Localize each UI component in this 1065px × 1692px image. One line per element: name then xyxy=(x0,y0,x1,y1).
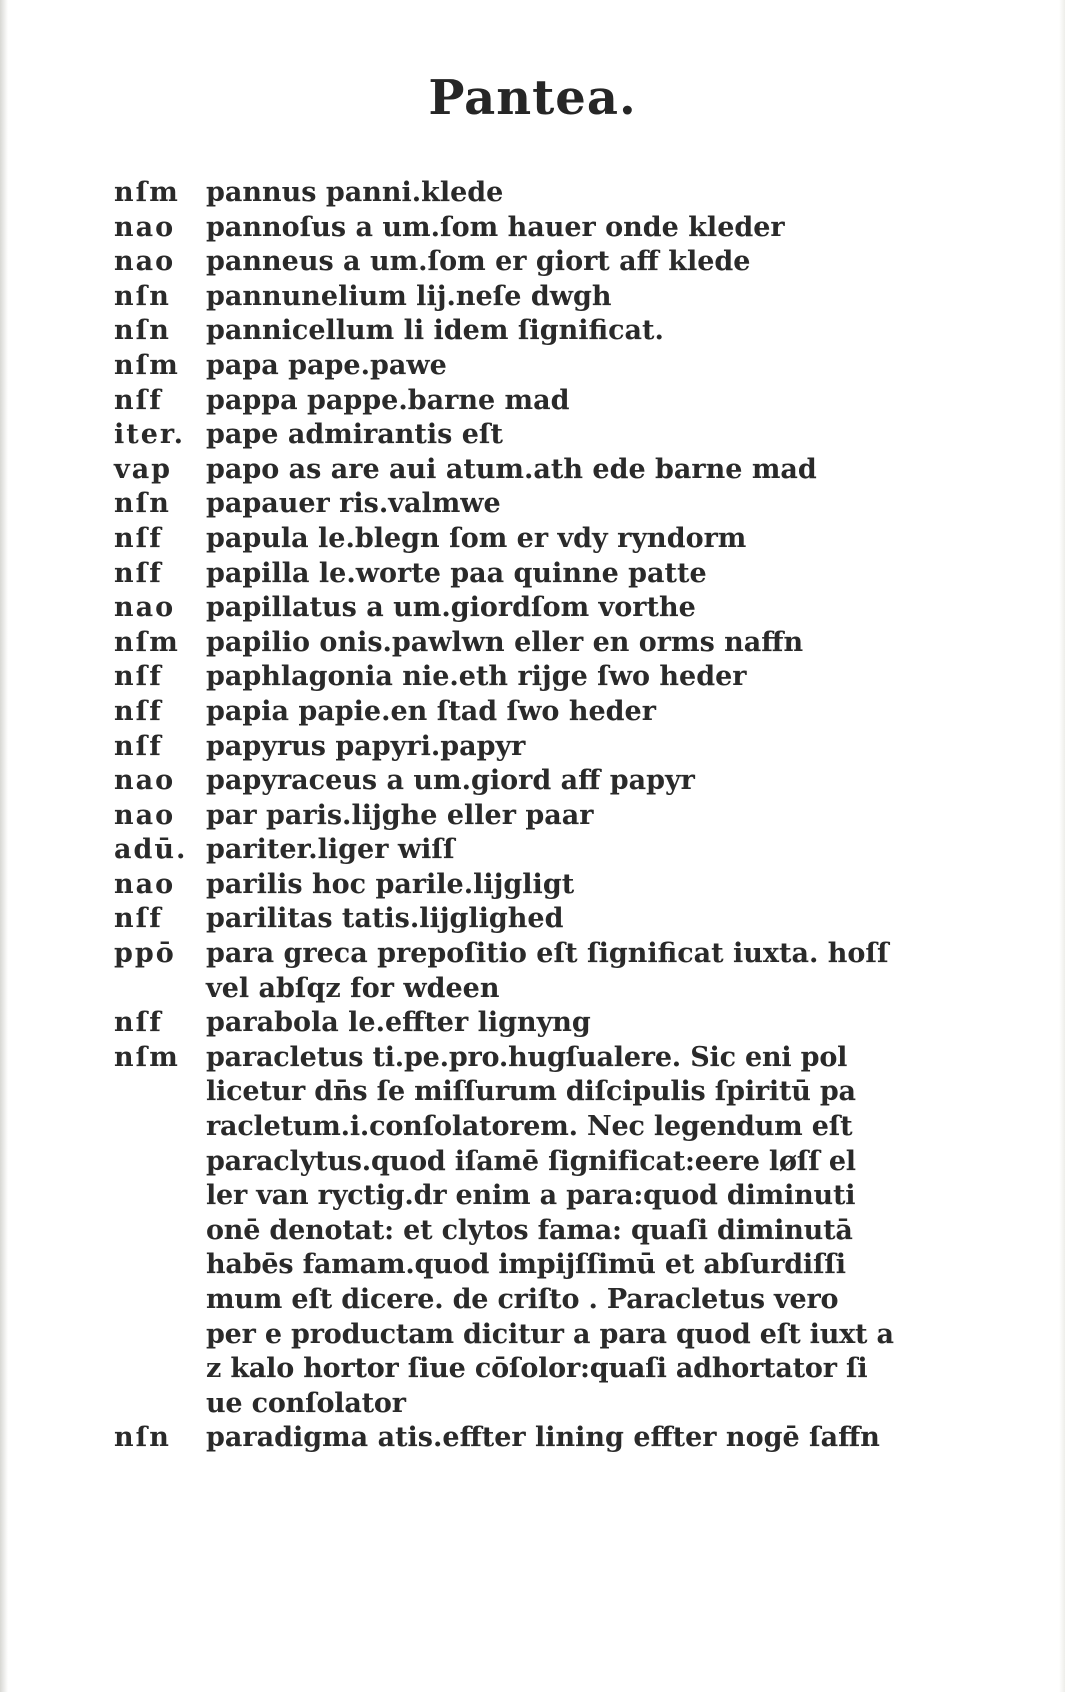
entry-definition-line: ler van ryctig.dr enim a para:quod diminuti xyxy=(206,1180,856,1212)
dictionary-entry xyxy=(114,937,914,1006)
entry-grammar-tag: iter. xyxy=(114,419,186,451)
entry-definition-line: parilis hoc parile.lijgligt xyxy=(206,868,575,900)
entry-definition-line: papilio onis.pawlwn eller en orms naffn xyxy=(206,626,804,658)
dictionary-entry xyxy=(114,453,914,488)
entry-grammar-tag: nſm xyxy=(114,1041,180,1073)
entry-grammar-tag: nſm xyxy=(114,349,180,381)
entry-definition-line: paracletus ti.pe.pro.hugſualere. Sic eni pol xyxy=(206,1041,848,1073)
entry-definition xyxy=(206,176,914,211)
entry-definition-line: z kalo hortor ſiue cōſolor:quaſi adhortator ſi xyxy=(206,1353,868,1385)
entry-definition xyxy=(206,902,914,937)
entry-definition-line: mum eſt dicere. de criſto . Paracletus vero xyxy=(206,1284,839,1315)
entry-grammar-tag: adū. xyxy=(114,834,188,866)
entry-definition-line: parabola le.effter lignyng xyxy=(206,1007,591,1039)
entry-definition-line: paraclytus.quod iſamē ſignificat:eere løſſ el xyxy=(206,1145,856,1177)
entry-grammar-tag: nao xyxy=(114,868,176,900)
entry-grammar-tag: vap xyxy=(114,453,173,485)
entry-definition-line: papilla le.worte paa quinne patte xyxy=(206,557,707,589)
entry-list xyxy=(114,176,914,1456)
dictionary-entry xyxy=(114,211,914,246)
dictionary-entry xyxy=(114,1006,914,1041)
entry-definition-line: panneus a um.ſom er giort aff klede xyxy=(206,246,751,278)
entry-definition xyxy=(206,799,914,834)
entry-grammar-tag: nſf xyxy=(114,730,163,762)
entry-definition xyxy=(206,314,914,349)
entry-definition-line: habēs famam.quod impijſſimū et abſurdiſſi xyxy=(206,1249,846,1281)
entry-definition-line: pape admirantis eſt xyxy=(206,419,503,451)
entry-definition-line: pannunelium lij.neſe dwgh xyxy=(206,280,612,312)
entry-grammar-tag: nao xyxy=(114,799,176,831)
entry-grammar-tag: nſm xyxy=(114,177,180,208)
entry-definition xyxy=(206,487,914,522)
entry-definition xyxy=(206,557,914,592)
dictionary-entry xyxy=(114,764,914,799)
entry-definition xyxy=(206,349,914,384)
entry-definition xyxy=(206,522,914,557)
dictionary-entry xyxy=(114,1421,914,1456)
entry-definition-line: par paris.lijghe eller paar xyxy=(206,799,594,831)
entry-grammar-tag: nſf xyxy=(114,384,163,416)
entry-definition-line: papillatus a um.giordſom vorthe xyxy=(206,592,696,624)
dictionary-entry xyxy=(114,1041,914,1422)
entry-definition xyxy=(206,418,914,453)
entry-definition-line: pannoſus a um.ſom hauer onde kleder xyxy=(206,211,785,243)
dictionary-entry xyxy=(114,902,914,937)
entry-grammar-tag: nſf xyxy=(114,695,163,727)
entry-definition-line: para greca prepoſitio eſt ſignificat iuxta. hoſſ xyxy=(206,938,889,970)
entry-definition-line: papyraceus a um.giord aff papyr xyxy=(206,765,695,797)
entry-definition xyxy=(206,695,914,730)
entry-grammar-tag: ppō xyxy=(114,938,176,970)
dictionary-entry xyxy=(114,418,914,453)
entry-definition-line: vel abſqz for wdeen xyxy=(206,972,500,1004)
entry-grammar-tag: nſf xyxy=(114,522,163,554)
entry-definition xyxy=(206,764,914,799)
entry-definition-line: papia papie.en ſtad ſwo heder xyxy=(206,695,656,727)
dictionary-entry xyxy=(114,314,914,349)
entry-grammar-tag: nſn xyxy=(114,280,171,312)
dictionary-entry xyxy=(114,245,914,280)
dictionary-entry xyxy=(114,557,914,592)
entry-definition-line: papo as are aui atum.ath ede barne mad xyxy=(206,453,817,485)
dictionary-entry xyxy=(114,591,914,626)
entry-definition xyxy=(206,1041,914,1422)
dictionary-entry xyxy=(114,522,914,557)
entry-definition xyxy=(206,280,914,315)
entry-definition xyxy=(206,937,914,1006)
entry-grammar-tag: nſf xyxy=(114,903,163,935)
entry-definition xyxy=(206,211,914,246)
entry-definition xyxy=(206,1421,914,1456)
page-title: Pantea. xyxy=(428,70,637,126)
entry-definition-line: pannicellum li idem ſignificat. xyxy=(206,315,664,347)
entry-definition xyxy=(206,384,914,419)
entry-grammar-tag: nſn xyxy=(114,1422,171,1454)
entry-grammar-tag: nſn xyxy=(114,488,171,520)
entry-definition xyxy=(206,1006,914,1041)
entry-grammar-tag: nao xyxy=(114,246,176,278)
entry-definition-line: papula le.blegn ſom er vdy ryndorm xyxy=(206,522,747,554)
entry-definition xyxy=(206,245,914,280)
entry-definition-line: paphlagonia nie.eth rijge ſwo heder xyxy=(206,661,747,693)
entry-grammar-tag: nſf xyxy=(114,661,163,693)
entry-grammar-tag: nao xyxy=(114,211,176,243)
entry-definition-line: papauer ris.valmwe xyxy=(206,488,501,520)
entry-definition xyxy=(206,868,914,903)
entry-definition-line: pappa pappe.barne mad xyxy=(206,384,570,416)
dictionary-entry xyxy=(114,833,914,868)
entry-definition-line: racletum.i.conſolatorem. Nec legendum eſt xyxy=(206,1111,853,1143)
dictionary-entry xyxy=(114,695,914,730)
entry-definition-line: per e productam dicitur a para quod eſt iuxt a xyxy=(206,1318,894,1350)
dictionary-entry xyxy=(114,280,914,315)
entry-definition-line: paradigma atis.effter lining effter nogē ſaffn xyxy=(206,1422,880,1454)
dictionary-entry xyxy=(114,487,914,522)
entry-definition-line: ue conſolator xyxy=(206,1387,406,1419)
entry-grammar-tag: nſm xyxy=(114,626,180,658)
entry-definition-line: pariter.liger wiſſ xyxy=(206,834,455,866)
entry-grammar-tag: nſn xyxy=(114,315,171,347)
entry-definition xyxy=(206,833,914,868)
dictionary-entry xyxy=(114,176,914,211)
entry-definition-line: pannus panni.klede xyxy=(206,177,504,208)
dictionary-entry xyxy=(114,868,914,903)
entry-definition-line: papyrus papyri.papyr xyxy=(206,730,526,762)
entry-definition-line: onē denotat: et clytos fama: quaſi diminutā xyxy=(206,1214,853,1246)
dictionary-entry xyxy=(114,626,914,661)
dictionary-entry xyxy=(114,730,914,765)
entry-definition xyxy=(206,626,914,661)
dictionary-entry xyxy=(114,384,914,419)
dictionary-entry xyxy=(114,349,914,384)
entry-grammar-tag: nſf xyxy=(114,557,163,589)
dictionary-entry xyxy=(114,660,914,695)
entry-definition xyxy=(206,591,914,626)
entry-definition-line: licetur dn̄s ſe miſſurum diſcipulis ſpiritū pa xyxy=(206,1076,856,1108)
entry-definition xyxy=(206,453,914,488)
entry-grammar-tag: nſf xyxy=(114,1007,163,1039)
entry-definition xyxy=(206,730,914,765)
entry-definition-line: papa pape.pawe xyxy=(206,349,447,381)
entry-grammar-tag: nao xyxy=(114,592,176,624)
dictionary-entry xyxy=(114,799,914,834)
entry-definition-line: parilitas tatis.lijglighed xyxy=(206,903,564,935)
entry-grammar-tag: nao xyxy=(114,765,176,797)
entry-definition xyxy=(206,660,914,695)
